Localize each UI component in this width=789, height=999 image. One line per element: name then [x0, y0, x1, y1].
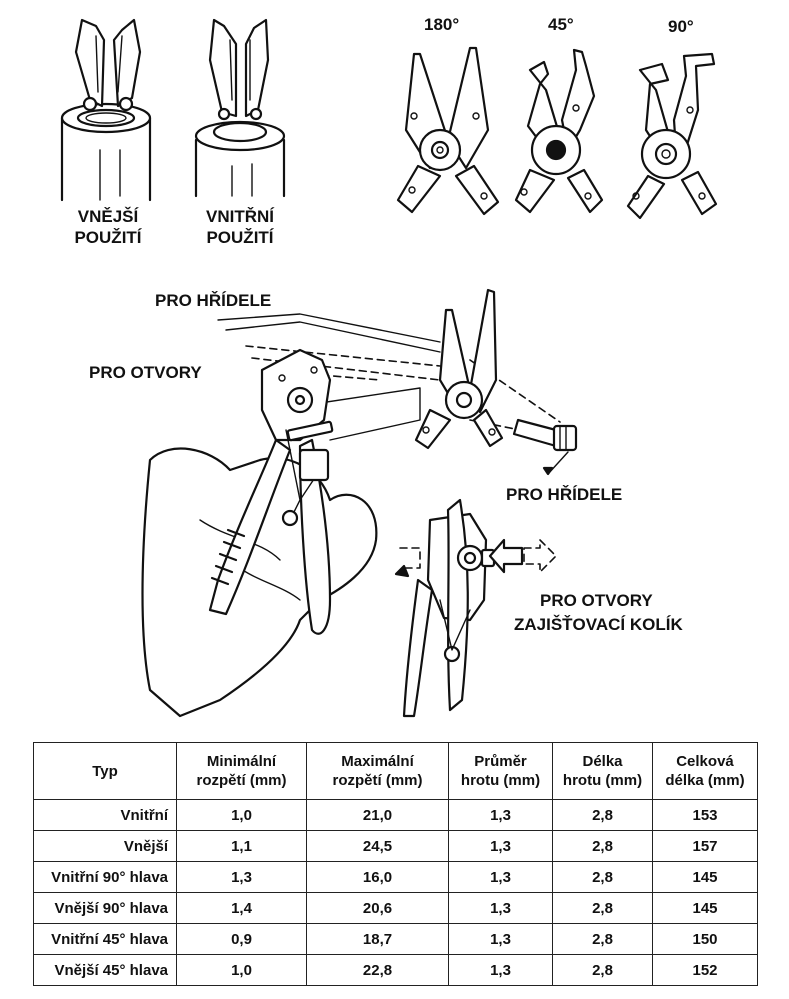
cell-tip-length: 2,8 [553, 893, 653, 924]
table-row [34, 924, 758, 955]
cell-min-span: 0,9 [177, 924, 307, 955]
cell-max-span: 21,0 [307, 800, 449, 831]
for-holes-label-right: PRO OTVORY [540, 591, 653, 610]
spec-table [33, 742, 758, 986]
cell-tip-diameter: 1,3 [449, 924, 553, 955]
table-row [34, 800, 758, 831]
table-row [34, 831, 758, 862]
cell-max-span: 22,8 [307, 955, 449, 986]
cell-type: Vnější 90° hlava [34, 893, 177, 924]
hand-with-pliers [143, 350, 377, 716]
lower-detail-illustration [396, 500, 556, 716]
cell-tip-length: 2,8 [553, 800, 653, 831]
cell-tip-diameter: 1,3 [449, 893, 553, 924]
cell-total-length: 152 [653, 955, 758, 986]
internal-use-label: VNITŘNÍ POUŽITÍ [206, 207, 274, 247]
header-max-span: Maximální rozpětí (mm) [307, 743, 449, 800]
for-holes-label-left: PRO OTVORY [89, 363, 202, 382]
cell-min-span: 1,1 [177, 831, 307, 862]
head-90-illustration [628, 54, 716, 218]
table-row [34, 862, 758, 893]
angle-90-label: 90° [668, 17, 694, 36]
header-tip-diameter: Průměr hrotu (mm) [449, 743, 553, 800]
cell-tip-diameter: 1,3 [449, 831, 553, 862]
cell-tip-diameter: 1,3 [449, 800, 553, 831]
cell-type: Vnější 45° hlava [34, 955, 177, 986]
cell-total-length: 145 [653, 862, 758, 893]
cell-min-span: 1,3 [177, 862, 307, 893]
locking-pin-label: ZAJIŠŤOVACÍ KOLÍK [514, 615, 683, 634]
cell-total-length: 157 [653, 831, 758, 862]
head-180-illustration [398, 48, 498, 214]
cell-min-span: 1,0 [177, 800, 307, 831]
external-use-illustration [62, 20, 150, 200]
angle-45-label: 45° [548, 15, 574, 34]
detached-head [416, 290, 502, 448]
cell-min-span: 1,0 [177, 955, 307, 986]
cell-type: Vnější [34, 831, 177, 862]
locking-pin-illustration [514, 420, 576, 474]
table-row [34, 893, 758, 924]
for-shafts-label-top: PRO HŘÍDELE [155, 291, 272, 310]
for-shafts-label-right: PRO HŘÍDELE [506, 485, 623, 504]
cell-type: Vnitřní 90° hlava [34, 862, 177, 893]
cell-tip-length: 2,8 [553, 955, 653, 986]
table-row [34, 955, 758, 986]
cell-tip-diameter: 1,3 [449, 955, 553, 986]
header-type: Typ [34, 743, 177, 800]
cell-max-span: 18,7 [307, 924, 449, 955]
cell-max-span: 16,0 [307, 862, 449, 893]
cell-tip-diameter: 1,3 [449, 862, 553, 893]
angle-180-label: 180° [424, 15, 460, 34]
cell-type: Vnitřní 45° hlava [34, 924, 177, 955]
cell-total-length: 153 [653, 800, 758, 831]
table-header-row [34, 743, 758, 800]
header-total-length: Celková délka (mm) [653, 743, 758, 800]
internal-use-illustration [196, 20, 284, 196]
external-use-label: VNĚJŠÍ POUŽITÍ [74, 207, 142, 247]
cell-tip-length: 2,8 [553, 831, 653, 862]
cell-total-length: 145 [653, 893, 758, 924]
cell-tip-length: 2,8 [553, 924, 653, 955]
cell-min-span: 1,4 [177, 893, 307, 924]
cell-max-span: 20,6 [307, 893, 449, 924]
head-45-illustration [516, 50, 602, 212]
cell-tip-length: 2,8 [553, 862, 653, 893]
header-min-span: Minimální rozpětí (mm) [177, 743, 307, 800]
cell-max-span: 24,5 [307, 831, 449, 862]
header-tip-length: Délka hrotu (mm) [553, 743, 653, 800]
cell-type: Vnitřní [34, 800, 177, 831]
cell-total-length: 150 [653, 924, 758, 955]
